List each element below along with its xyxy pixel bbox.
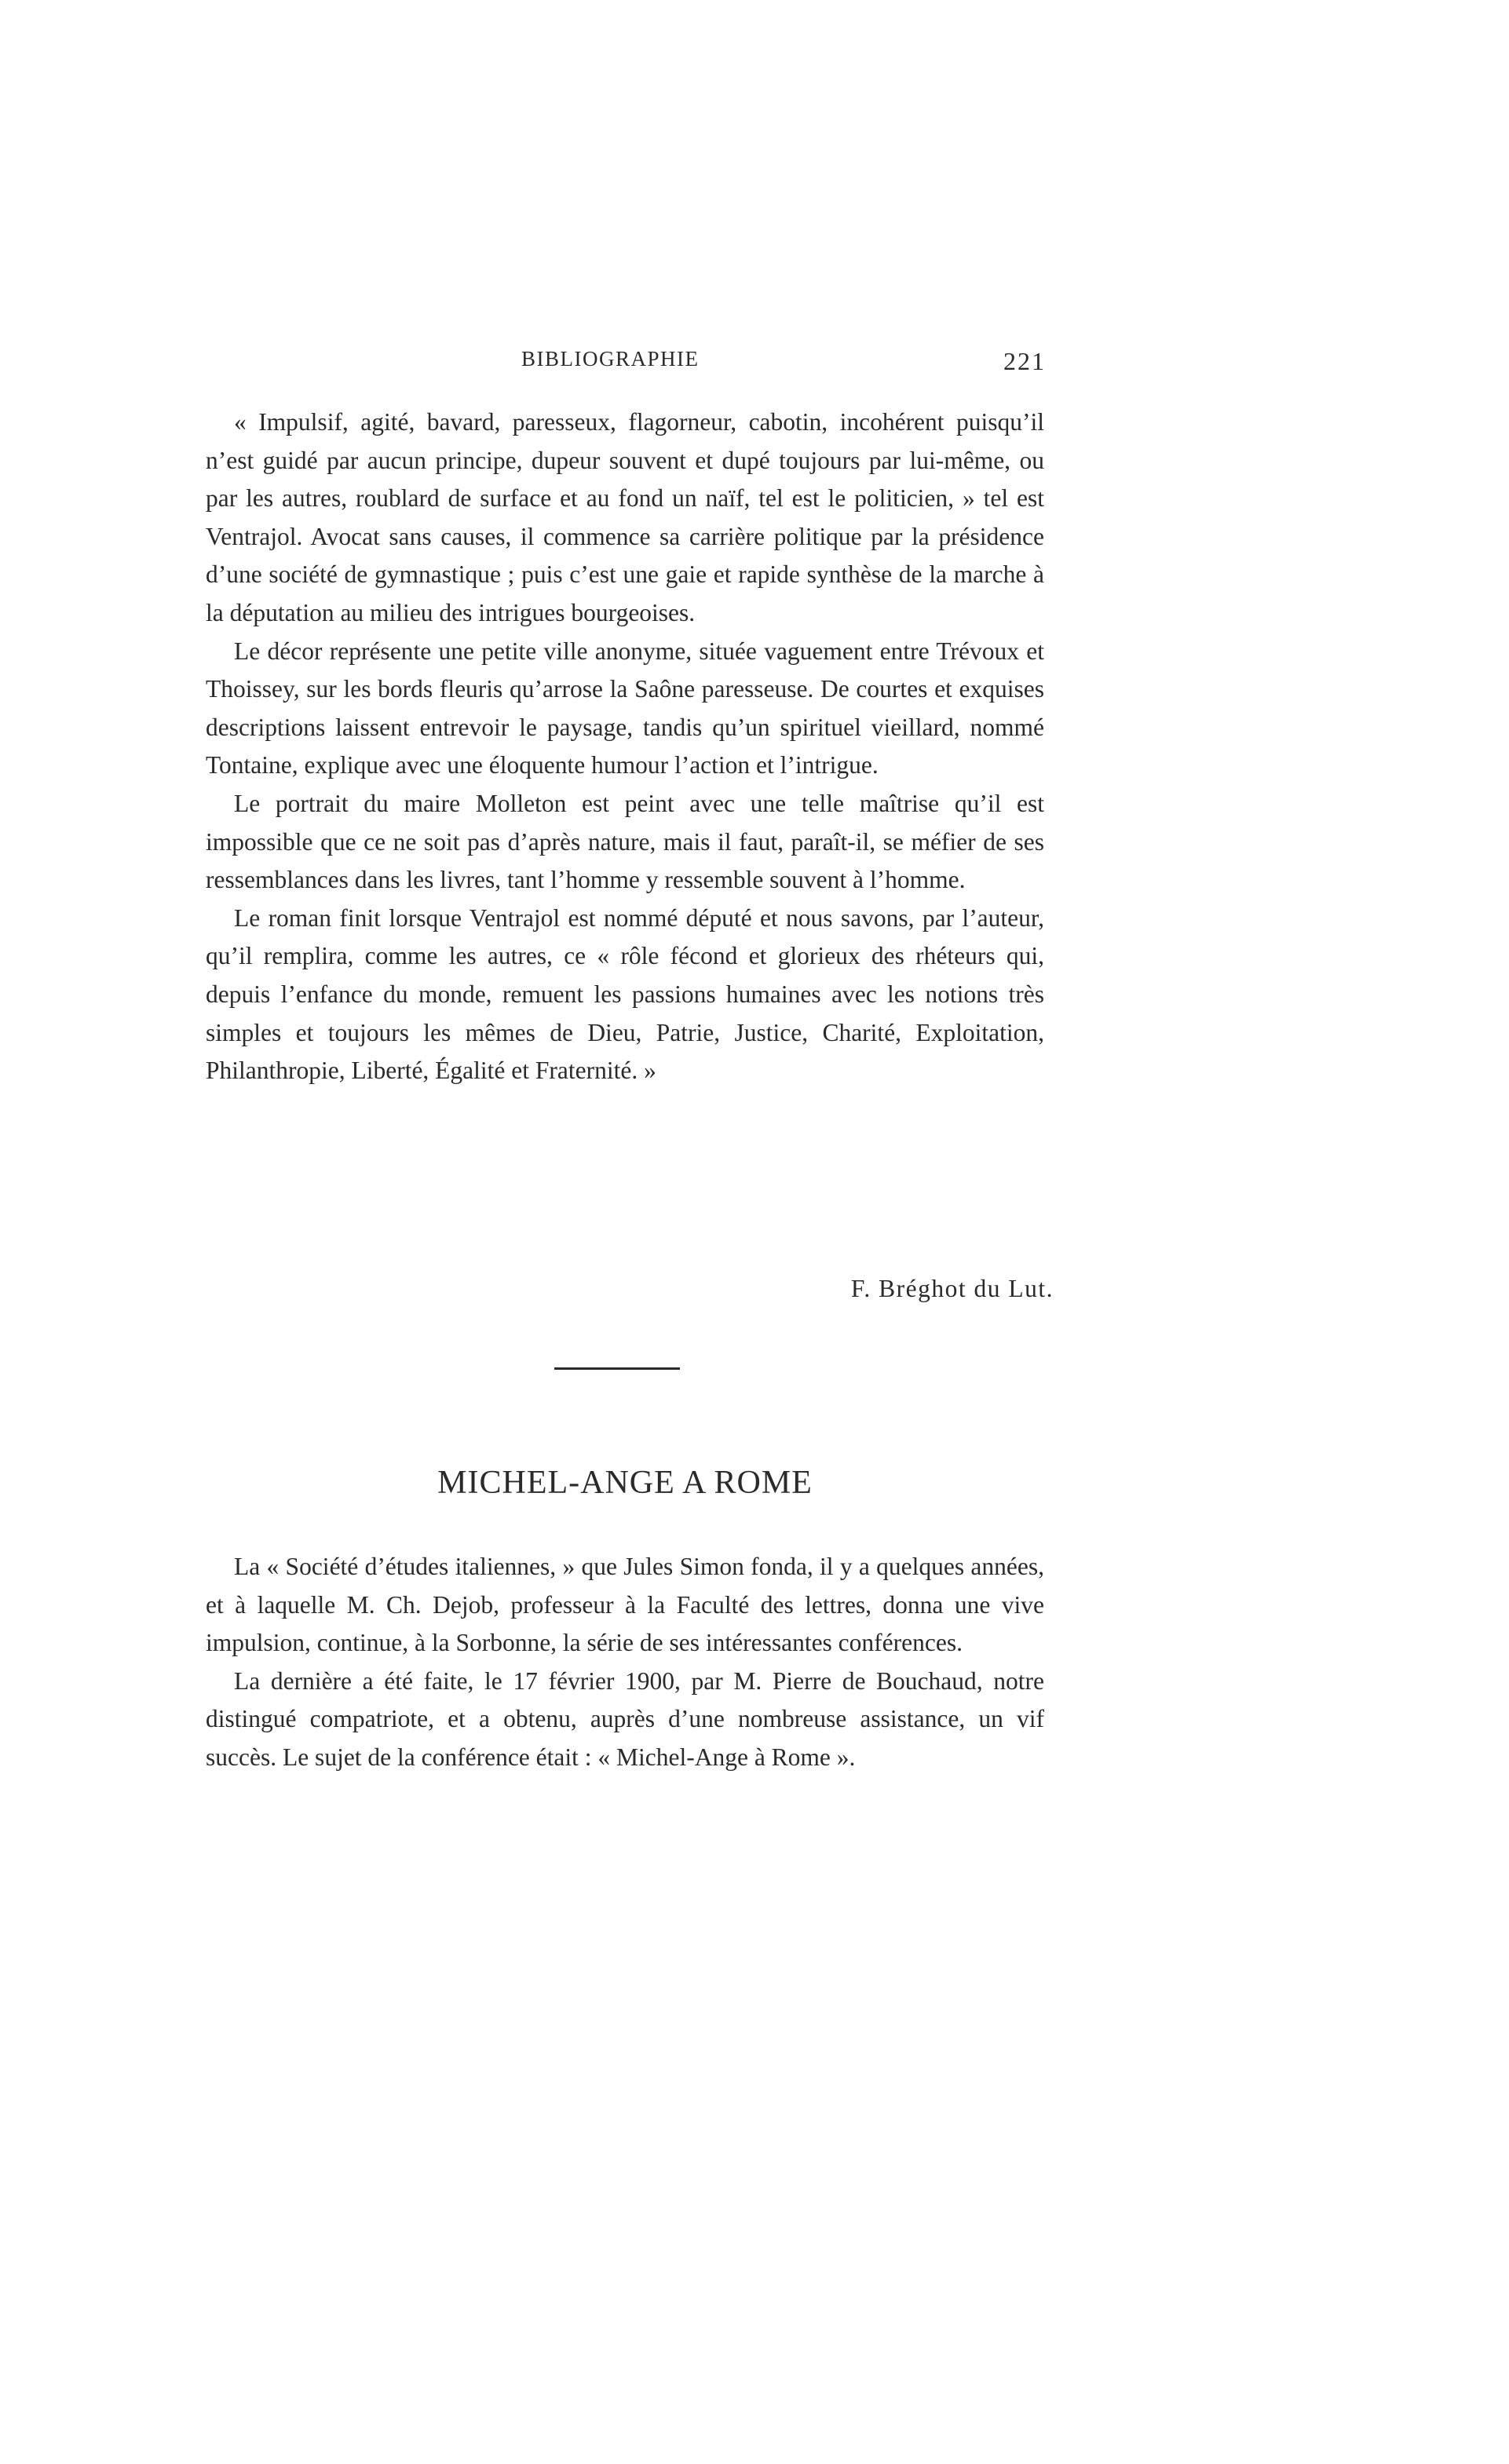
- review-paragraph: Le roman finit lorsque Ventrajol est nommé député et nous savons, par l’auteur, qu’il remplira, comme les autres, ce « rôle fécond et glorieux des rhéteurs qui, depuis l’enfance du monde, remuent les passions humaines avec les notions très simples et toujours les mêmes de Dieu, Patrie, Justice, Charité, Exploitation, Philanthropie, Liberté, Égalité et Fraternité. »: [206, 903, 1044, 1085]
- review-paragraph: Le portrait du maire Molleton est peint avec une telle maîtrise qu’il est impossible que ce ne soit pas d’après nature, mais il faut, paraît-il, se méfier de ses ressemblances dans les livres, tant l’homme y ressemble souvent à l’homme.: [206, 789, 1044, 894]
- page-number: 221: [1003, 347, 1046, 375]
- running-title: BIBLIOGRAPHIE: [521, 347, 700, 371]
- article-paragraph: La dernière a été faite, le 17 février 1900, par M. Pierre de Bouchaud, notre distingué compatriote, et a obtenu, auprès d’une nombreuse assistance, un vif succès. Le sujet de la conférence était : « Michel-Ange à Rome ».: [206, 1666, 1044, 1771]
- article-title: MICHEL-ANGE A ROME: [437, 1465, 813, 1501]
- section-separator-rule: [554, 1367, 680, 1370]
- article-paragraph: La « Société d’études italiennes, » que Jules Simon fonda, il y a quelques années, et à laquelle M. Ch. Dejob, professeur à la Faculté des lettres, donna une vive impulsion, continue, à la Sorbonne, la série de ses intéressantes conférences.: [206, 1553, 1044, 1657]
- review-paragraph: Le décor représente une petite ville anonyme, située vaguement entre Trévoux et Thoissey, sur les bords fleuris qu’arrose la Saône paresseuse. De courtes et exquises descriptions laissent entrevoir le paysage, tandis qu’un spirituel vieillard, nommé Tontaine, explique avec une éloquente humour l’action et l’intrigue.: [206, 637, 1044, 779]
- article-text: [206, 1548, 1044, 1777]
- review-paragraph: « Impulsif, agité, bavard, paresseux, flagorneur, cabotin, incohérent puisqu’il n’est guidé par aucun principe, dupeur souvent et dupé toujours par lui-même, ou par les autres, roublard de surface et au fond un naïf, tel est le politicien, » tel est Ventrajol. Avocat sans causes, il commence sa carrière politique par la présidence d’une société de gymnastique ; puis c’est une gaie et rapide synthèse de la marche à la députation au milieu des intrigues bourgeoises.: [206, 408, 1044, 626]
- review-text: [206, 403, 1044, 1090]
- running-head: [206, 347, 1046, 378]
- review-signature: F. Bréghot du Lut.: [850, 1275, 1054, 1302]
